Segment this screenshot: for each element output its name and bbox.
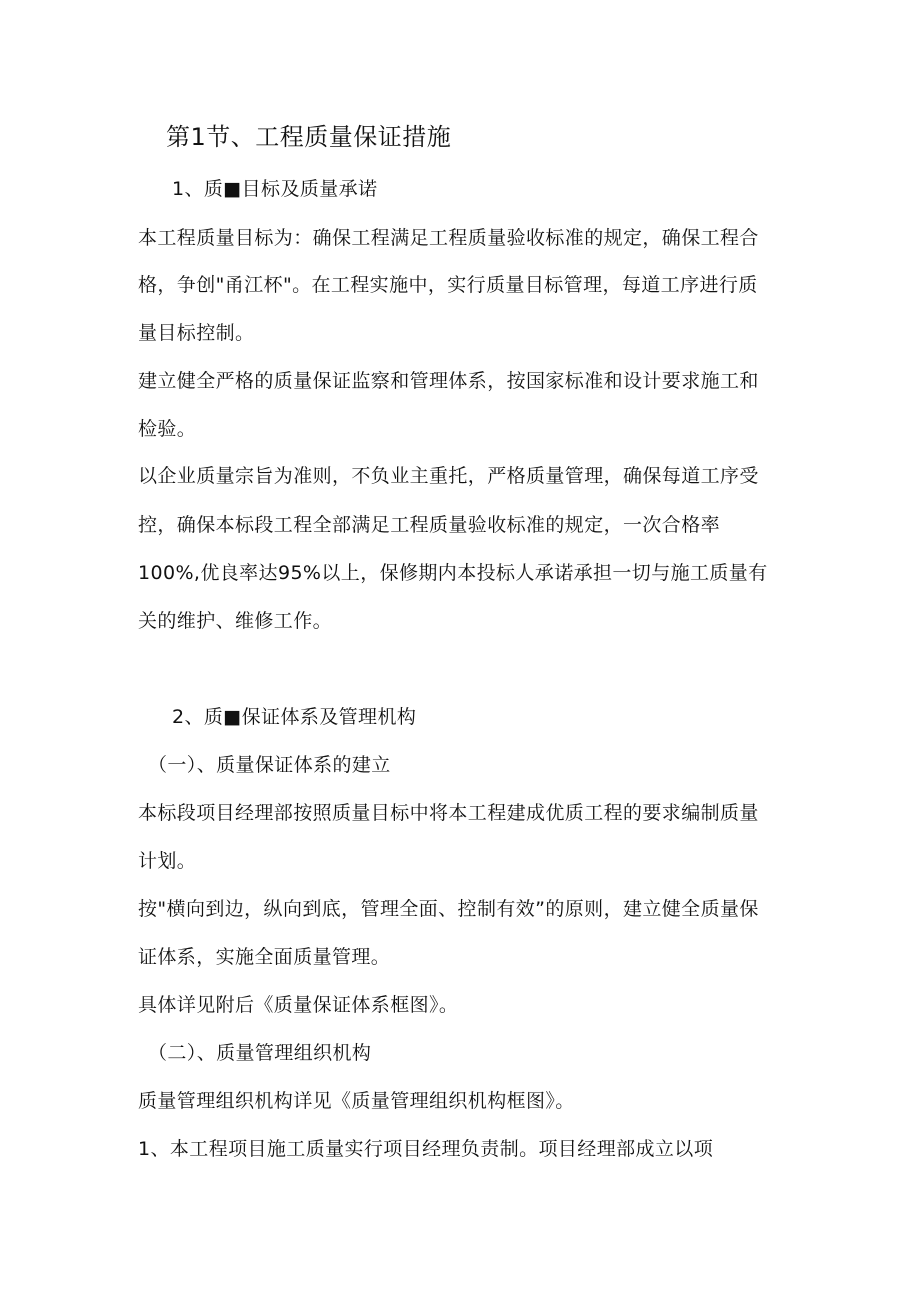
paragraph-3-line-2: 控，确保本标段工程全部满足工程质量验收标准的规定，一次合格率 [138, 514, 721, 536]
paragraph-8: 1、本工程项目施工质量实行项目经理负责制。项目经理部成立以项 [138, 1138, 714, 1160]
paragraph-5-line-2: 证体系，实施全面质量管理。 [138, 946, 391, 968]
paragraph-4-line-2: 计划。 [138, 850, 197, 872]
section-1-heading: 1、质■目标及质量承诺 [172, 178, 378, 200]
paragraph-1-line-3: 量目标控制。 [138, 322, 255, 344]
subsection-2-heading: （二）、质量管理组织机构 [148, 1042, 372, 1064]
paragraph-6: 具体详见附后《质量保证体系框图》。 [138, 994, 459, 1016]
paragraph-2-line-1: 建立健全严格的质量保证监察和管理体系，按国家标准和设计要求施工和 [138, 370, 759, 392]
subsection-1-heading: （一）、质量保证体系的建立 [148, 754, 391, 776]
paragraph-7: 质量管理组织机构详见《质量管理组织机构框图》。 [138, 1090, 575, 1112]
paragraph-5-line-1: 按"横向到边，纵向到底，管理全面、控制有效”的原则，建立健全质量保 [138, 898, 759, 920]
paragraph-3-line-3: 100%,优良率达95%以上，保修期内本投标人承诺承担一切与施工质量有 [138, 562, 768, 584]
paragraph-1-line-2: 格，争创"甬江杯"。在工程实施中，实行质量目标管理，每道工序进行质 [138, 274, 758, 296]
paragraph-2-line-2: 检验。 [138, 418, 197, 440]
section-2-heading: 2、质■保证体系及管理机构 [172, 706, 417, 728]
paragraph-3-line-1: 以企业质量宗旨为准则，不负业主重托，严格质量管理，确保每道工序受 [138, 465, 759, 487]
paragraph-4-line-1: 本标段项目经理部按照质量目标中将本工程建成优质工程的要求编制质量 [138, 802, 759, 824]
page-title: 第1节、工程质量保证措施 [166, 123, 452, 151]
paragraph-1-line-1: 本工程质量目标为：确保工程满足工程质量验收标准的规定，确保工程合 [138, 227, 759, 249]
paragraph-3-line-4: 关的维护、维修工作。 [138, 610, 333, 632]
